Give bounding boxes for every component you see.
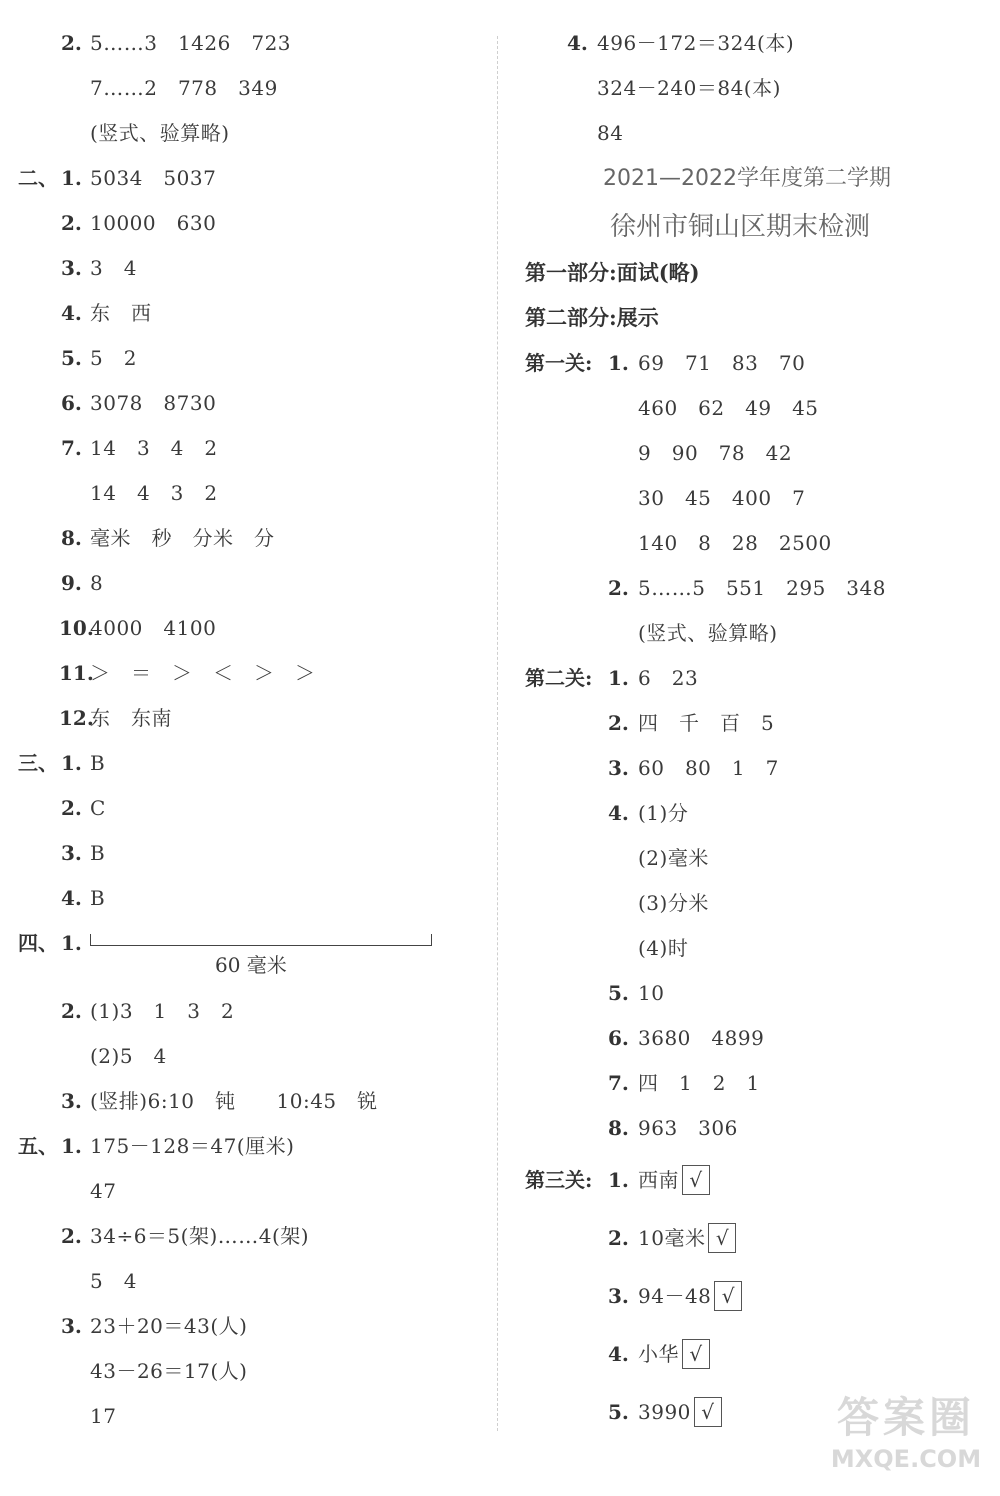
question-number: 1. [61, 931, 82, 955]
question-number: 3. [61, 841, 82, 865]
question-number: 7. [61, 436, 82, 460]
question-number: 2. [608, 1226, 629, 1250]
section-label: 第二关: [525, 666, 593, 690]
answer-text: 9 90 78 42 [638, 441, 793, 465]
question-number: 4. [608, 1342, 629, 1366]
answer-text: C [90, 796, 106, 820]
answer-text: (2)5 4 [90, 1044, 167, 1068]
answer-text: 3 4 [90, 256, 137, 280]
question-number: 3. [608, 756, 629, 780]
answer-text: 34÷6＝5(架)……4(架) [90, 1224, 310, 1248]
answer-text: 毫米 秒 分米 分 [90, 526, 275, 550]
answer-text: (竖式、验算略) [638, 621, 778, 645]
answer-text: 10毫米 √ [638, 1223, 736, 1255]
answer-text: 西南 √ [638, 1165, 710, 1197]
question-number: 5. [608, 1400, 629, 1424]
question-number: 1. [61, 166, 82, 190]
answer-text: 5 4 [90, 1269, 137, 1293]
answer-text: 14 4 3 2 [90, 481, 218, 505]
answer-text: B [90, 751, 106, 775]
question-number: 12. [59, 706, 94, 730]
section-title-year: 2021—2022学年度第二学期 [603, 166, 891, 191]
question-number: 1. [608, 666, 629, 690]
question-number: 2. [61, 211, 82, 235]
answer-text: 5034 5037 [90, 166, 217, 190]
answer-text: 3680 4899 [638, 1026, 765, 1050]
answer-text: 3078 8730 [90, 391, 217, 415]
checkmark-box-icon: √ [708, 1223, 736, 1253]
answer-text: 14 3 4 2 [90, 436, 218, 460]
answer-text: 496－172＝324(本) [597, 31, 795, 55]
length-ruler-60mm [90, 932, 432, 946]
answer-text: (竖式、验算略) [90, 121, 230, 145]
answer-text: 324－240＝84(本) [597, 76, 781, 100]
checkmark-box-icon: √ [682, 1165, 710, 1195]
checkmark-box-icon: √ [714, 1281, 742, 1311]
section-label: 第一关: [525, 351, 593, 375]
answer-text: 43－26＝17(人) [90, 1359, 248, 1383]
answer-text: 四 千 百 5 [638, 711, 775, 735]
question-number: 8. [608, 1116, 629, 1140]
part-one-label: 第一部分:面试(略) [525, 260, 700, 285]
section-label: 二、 [18, 166, 58, 190]
answer-text: 东 西 [90, 301, 152, 325]
question-number: 2. [61, 1224, 82, 1248]
answer-text: (3)分米 [638, 891, 709, 915]
question-number: 3. [61, 1314, 82, 1338]
answer-text: (1)3 1 3 2 [90, 999, 235, 1023]
question-number: 2. [608, 576, 629, 600]
column-divider [497, 36, 498, 1431]
part-two-label: 第二部分:展示 [525, 305, 659, 330]
question-number: 1. [608, 1168, 629, 1192]
answer-text: 23＋20＝43(人) [90, 1314, 248, 1338]
answer-text: 175－128＝47(厘米) [90, 1134, 295, 1158]
answer-text: ＞ ＝ ＞ ＜ ＞ ＞ [90, 661, 316, 685]
answer-text: 963 306 [638, 1116, 738, 1140]
answer-text: 10000 630 [90, 211, 217, 235]
question-number: 2. [61, 999, 82, 1023]
question-number: 6. [61, 391, 82, 415]
question-number: 5. [61, 346, 82, 370]
answer-text: 5……5 551 295 348 [638, 576, 886, 600]
question-number: 1. [608, 351, 629, 375]
question-number: 2. [61, 31, 82, 55]
question-number: 11. [59, 661, 94, 685]
answer-text: 460 62 49 45 [638, 396, 819, 420]
answer-text: 7……2 778 349 [90, 76, 278, 100]
question-number: 3. [61, 1089, 82, 1113]
answer-text: 47 [90, 1179, 117, 1203]
watermark-logo: 答案圈 MXQE.COM [830, 1393, 982, 1473]
question-number: 7. [608, 1071, 629, 1095]
answer-text: 69 71 83 70 [638, 351, 806, 375]
checkmark-box-icon: √ [682, 1339, 710, 1369]
checkmark-box-icon: √ [694, 1397, 722, 1427]
question-number: 8. [61, 526, 82, 550]
answer-text: B [90, 886, 106, 910]
section-label: 三、 [18, 751, 58, 775]
question-number: 2. [608, 711, 629, 735]
answer-text: 60 80 1 7 [638, 756, 779, 780]
question-number: 6. [608, 1026, 629, 1050]
question-number: 9. [61, 571, 82, 595]
question-number: 3. [608, 1284, 629, 1308]
answer-text: 94－48 √ [638, 1281, 742, 1313]
answer-text: 5……3 1426 723 [90, 31, 292, 55]
question-number: 4. [61, 886, 82, 910]
answer-text: 84 [597, 121, 624, 145]
question-number: 3. [61, 256, 82, 280]
answer-text: 8 [90, 571, 104, 595]
answer-text: 5 2 [90, 346, 137, 370]
answer-text: 东 东南 [90, 706, 172, 730]
section-label: 第三关: [525, 1168, 593, 1192]
section-label: 五、 [18, 1134, 58, 1158]
answer-text: (2)毫米 [638, 846, 709, 870]
answer-text: 4000 4100 [90, 616, 217, 640]
question-number: 10. [59, 616, 94, 640]
answer-text: (4)时 [638, 936, 689, 960]
section-title-exam: 徐州市铜山区期末检测 [610, 212, 871, 242]
ruler-label: 60 毫米 [215, 953, 287, 977]
question-number: 1. [61, 1134, 82, 1158]
answer-text: 3990 √ [638, 1397, 722, 1429]
answer-text: B [90, 841, 106, 865]
answer-text: (竖排)6:10 钝 10:45 锐 [90, 1089, 378, 1113]
question-number: 4. [567, 31, 588, 55]
answer-text: 小华 √ [638, 1339, 710, 1371]
answer-text: 6 23 [638, 666, 699, 690]
answer-text: 140 8 28 2500 [638, 531, 832, 555]
section-label: 四、 [18, 931, 58, 955]
answer-text: (1)分 [638, 801, 689, 825]
answer-text: 10 [638, 981, 665, 1005]
question-number: 4. [61, 301, 82, 325]
answer-text: 四 1 2 1 [638, 1071, 760, 1095]
answer-text: 30 45 400 7 [638, 486, 806, 510]
answer-text: 17 [90, 1404, 117, 1428]
question-number: 1. [61, 751, 82, 775]
question-number: 5. [608, 981, 629, 1005]
question-number: 4. [608, 801, 629, 825]
question-number: 2. [61, 796, 82, 820]
